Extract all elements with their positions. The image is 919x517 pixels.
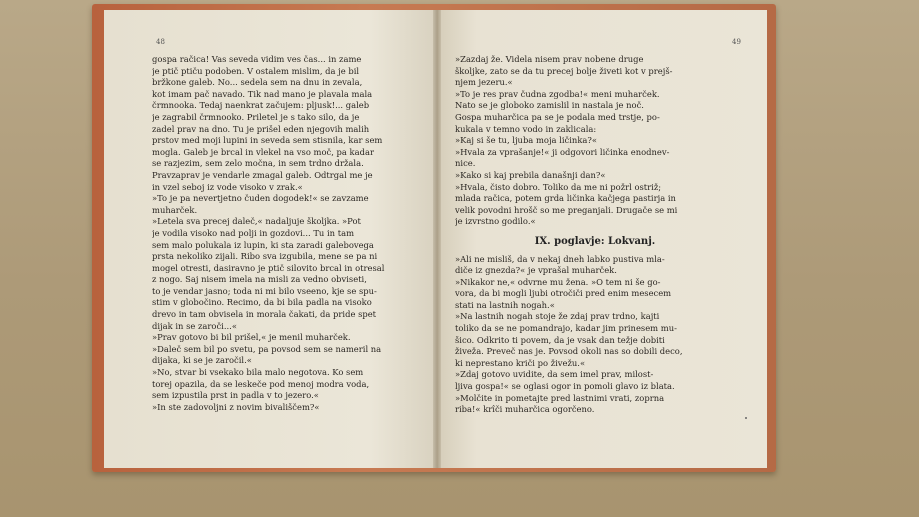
text-line: »Kaj si še tu, ljuba moja ličinka?« xyxy=(455,135,597,146)
text-line: je vodila visoko nad polji in gozdovi... Tu in tam xyxy=(152,227,355,238)
text-line: je ptič ptiču podoben. V ostalem mislim, da je bil xyxy=(152,65,360,76)
text-line: muharček. xyxy=(152,204,198,215)
text-line: »Prav gotovo bi bil prišel,« je menil muharček. xyxy=(152,332,351,343)
page-speck xyxy=(745,417,747,419)
text-line: sem izpustila prst in padla v to jezero.« xyxy=(152,390,319,401)
right-text-after-chapter xyxy=(455,254,735,416)
text-line: nice. xyxy=(455,158,476,169)
text-line: »No, stvar bi vsekako bila malo negotova. Ko sem xyxy=(152,367,364,378)
text-line: školjke, zato se da tu precej bolje živeti kot v prejš- xyxy=(455,65,673,76)
text-line: stati na lastnih nogah.« xyxy=(455,299,555,310)
left-page xyxy=(104,10,437,468)
text-line: »In ste zadovoljni z novim bivališčem?« xyxy=(152,401,320,412)
text-line: Nato se je globoko zamislil in nastala je noč. xyxy=(455,100,644,111)
text-line: in vzel seboj iz vode visoko v zrak.« xyxy=(152,181,303,192)
text-line: gospa račica! Vas seveda vidim ves čas... in zame xyxy=(152,54,362,64)
text-line: to je vendar jasno; toda ni mi bilo vseeno, kje se spu- xyxy=(152,285,377,296)
text-line: zadel prav na dno. Tu je prišel eden njegovih malih xyxy=(152,123,370,134)
text-line: prsta nekoliko zijali. Ribo sva izgubila, mene se pa ni xyxy=(152,251,378,262)
text-line: »Nikakor ne,« odvrne mu žena. »O tem ni še go- xyxy=(455,276,661,287)
text-line: »Molčite in pometajte pred lastnimi vrati, zoprna xyxy=(455,392,665,403)
text-line: riba!« krîči muharčica ogorčeno. xyxy=(455,404,595,415)
text-line: Gospa muharčica pa se je podala med trstje, po- xyxy=(455,111,660,122)
text-line: bržkone galeb. No... sedela sem na dnu in zevala, xyxy=(152,77,363,88)
text-line: z nogo. Saj nisem imela na misli za vedno obviseti, xyxy=(152,274,367,285)
text-line: »Ali ne misliš, da v nekaj dneh labko pustiva mla- xyxy=(455,253,665,264)
text-line: »Kako si kaj prebila današnji dan?« xyxy=(455,169,606,180)
text-line: stim v globočino. Recimo, da bi bila padla na visoko xyxy=(152,297,372,308)
text-line: mlada račica, potem grda ličinka kačjega pastirja in xyxy=(455,193,676,204)
text-line: »Zazdaj že. Videla nisem prav nobene druge xyxy=(455,54,644,64)
right-page xyxy=(437,10,767,468)
text-line: se razjezim, sem zelo močna, in sem trdno držala. xyxy=(152,158,364,169)
text-line: dijaka, ki se je zaročil.« xyxy=(152,355,252,366)
right-page-number: 49 xyxy=(732,38,741,46)
text-line: kukala v temno vodo in zaklicala: xyxy=(455,123,597,134)
text-line: »Daleč sem bil po svetu, pa povsod sem se nameril na xyxy=(152,343,382,354)
text-line: je zagrabil črmnooko. Priletel je s tako silo, da je xyxy=(152,111,360,122)
text-line: »To je res prav čudna zgodba!« meni muharček. xyxy=(455,88,660,99)
text-line: »Zdaj gotovo uvidite, da sem imel prav, milost- xyxy=(455,369,654,380)
text-line: šico. Odkrito ti povem, da je vsak dan težje dobiti xyxy=(455,334,665,345)
text-line: velik povodni hrošč so me preganjali. Drugače se mi xyxy=(455,204,678,215)
book-gutter xyxy=(433,10,441,468)
text-line: črmnooka. Tedaj naenkrat začujem: pljusk!... galeb xyxy=(152,100,370,111)
text-line: diče iz gnezda?« je vprašal muharček. xyxy=(455,265,617,276)
text-line: vora, da bi mogli ljubi otročiči pred enim mesecem xyxy=(455,288,672,299)
left-page-number: 48 xyxy=(156,38,165,46)
text-line: dijak in se zaroči...« xyxy=(152,320,237,331)
right-text-before-chapter xyxy=(455,54,735,228)
text-line: njem jezeru.« xyxy=(455,77,513,88)
text-line: »To je pa nevertjetno čuden dogodek!« se zavzame xyxy=(152,193,369,204)
left-page-text xyxy=(152,54,420,413)
text-line: je izvrstno godilo.« xyxy=(455,216,536,227)
text-line: Pravzaprav je vendarle zmagal galeb. Odtrgal me je xyxy=(152,169,373,180)
text-line: toliko da se ne pomandrajo, kadar jim prinesem mu- xyxy=(455,323,677,334)
text-line: mogel otresti, dasiravno je ptič silovito brcal in otresal xyxy=(152,262,385,273)
text-line: drevo in tam obvisela in morala čakati, da pride spet xyxy=(152,309,377,320)
text-line: živeža. Preveč nas je. Povsod okoli nas so dobili deco, xyxy=(455,346,683,357)
text-line: »Hvala, čisto dobro. Toliko da me ni požrl ostriž; xyxy=(455,181,662,192)
text-line: torej opazila, da se leskeče pod menoj modra voda, xyxy=(152,378,370,389)
text-line: ljiva gospa!« se oglasi ogor in pomoli glavo iz blata. xyxy=(455,381,675,392)
text-line: kot imam pač navado. Tik nad mano je plavala mala xyxy=(152,88,373,99)
text-line: »Letela sva precej daleč,« nadaljuje školjka. »Pot xyxy=(152,216,361,227)
text-line: sem malo polukala iz lupin, ki sta zaradi galebovega xyxy=(152,239,374,250)
right-page-text xyxy=(455,54,735,416)
chapter-heading: IX. poglavje: Lokvanj. xyxy=(534,235,656,247)
text-line: prstov med moji lupini in seveda sem stisnila, kar sem xyxy=(152,135,383,146)
text-line: mogla. Galeb je brcal in vlekel na vso moč, pa kadar xyxy=(152,146,374,157)
text-line: »Na lastnih nogah stoje že zdaj prav trdno, kajti xyxy=(455,311,660,322)
text-line: »Hvala za vprašanje!« ji odgovori ličinka enodnev- xyxy=(455,146,670,157)
text-line: ki neprestano kriči po živežu.« xyxy=(455,357,586,368)
